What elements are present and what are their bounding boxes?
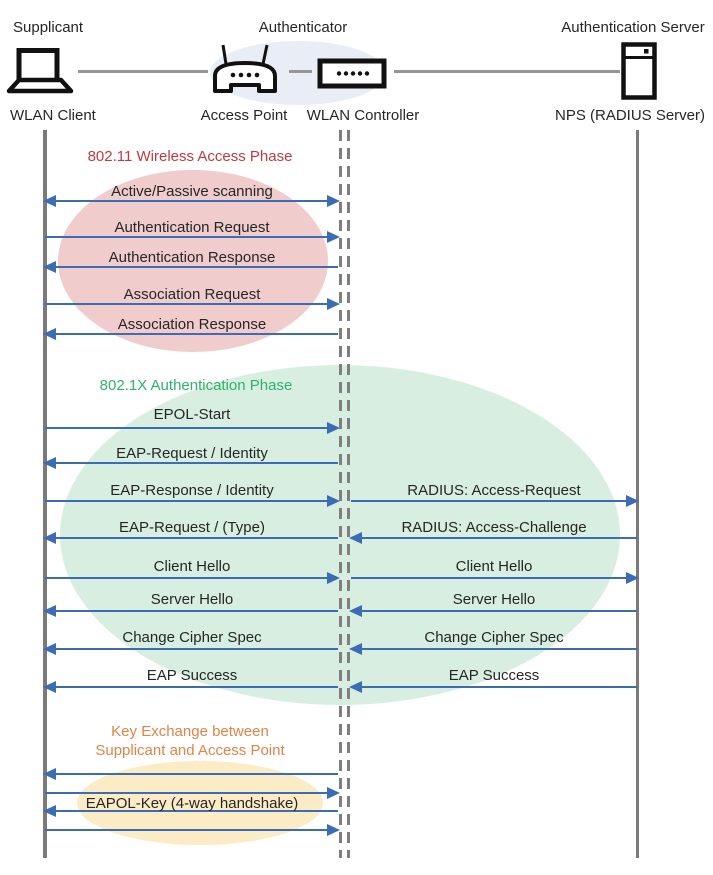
message-label-right-12: EAP Success [448,667,540,684]
message-label-left-1: Authentication Request [114,219,270,236]
arrowhead-right-icon [327,495,340,507]
lifeline-authenticator-right [347,130,350,858]
message-arrow-left-11-left [45,648,338,650]
message-label-right-8: RADIUS: Access-Challenge [401,519,587,536]
connector-controller-to-server [394,70,620,73]
arrowhead-right-icon [327,787,340,799]
message-label-left-8: EAP-Request / (Type) [119,519,265,536]
arrowhead-left-icon [43,532,56,544]
arrowhead-right-icon [327,231,340,243]
device-nps-radius-server: NPS (RADIUS Server) [554,107,706,124]
arrowhead-left-icon [43,681,56,693]
message-arrow-left-4-left [45,333,338,335]
message-arrow-left-16-right [45,829,338,831]
access-point-icon [206,42,286,94]
message-arrow-left-14-right [45,792,338,794]
message-label-right-9: Client Hello [455,558,533,575]
message-arrow-left-13-left [45,773,338,775]
role-supplicant: Supplicant [13,19,84,36]
wlan-controller-icon [317,58,387,89]
phase-key-exchange-title-line1: Key Exchange between [111,723,269,740]
arrowhead-right-icon [327,195,340,207]
arrowhead-right-icon [327,572,340,584]
arrowhead-right-icon [327,824,340,836]
message-label-left-3: Association Request [123,286,261,303]
arrowhead-right-icon [626,495,639,507]
message-arrow-left-7-right [45,500,338,502]
arrowhead-right-icon [327,422,340,434]
phase-key-exchange-title-line2: Supplicant and Access Point [95,742,285,759]
message-label-left-0: Active/Passive scanning [111,183,273,200]
arrowhead-left-icon [349,532,362,544]
message-label-right-7: RADIUS: Access-Request [407,482,581,499]
laptop-icon [6,48,74,96]
message-arrow-right-12-left [351,686,637,688]
message-arrow-left-1-right [45,236,338,238]
connector-ap-to-controller [289,70,312,73]
role-authenticator: Authenticator [258,19,348,36]
message-arrow-left-8-left [45,537,338,539]
lifeline-radius-server [636,130,639,858]
arrowhead-left-icon [43,605,56,617]
server-icon [621,42,657,100]
arrowhead-right-icon [327,298,340,310]
arrowhead-left-icon [43,805,56,817]
message-arrow-right-8-left [351,537,637,539]
arrowhead-left-icon [349,605,362,617]
arrowhead-left-icon [43,643,56,655]
message-arrow-left-6-left [45,462,338,464]
arrowhead-left-icon [43,261,56,273]
arrowhead-left-icon [43,195,56,207]
connector-client-to-ap [78,70,208,73]
phase-key-exchange-title [95,722,284,760]
arrowhead-right-icon [626,572,639,584]
phase-8021x-title: 802.1X Authentication Phase [99,377,293,394]
message-label-left-9: Client Hello [153,558,231,575]
arrowhead-left-icon [349,643,362,655]
message-label-left-12: EAP Success [146,667,238,684]
message-arrow-right-10-left [351,610,637,612]
message-label-left-4: Association Response [117,316,267,333]
message-label-left-15: EAPOL-Key (4-way handshake) [85,795,299,812]
message-arrow-left-5-right [45,427,338,429]
lifeline-wlan-client [43,130,47,858]
arrowhead-left-icon [349,681,362,693]
arrowhead-left-icon [43,457,56,469]
device-access-point: Access Point [200,107,288,124]
message-arrow-right-7-right [351,500,637,502]
message-arrow-left-0-both [45,200,338,202]
phase-80211-title: 802.11 Wireless Access Phase [87,148,293,165]
message-arrow-right-11-left [351,648,637,650]
message-label-left-6: EAP-Request / Identity [116,445,268,462]
device-wlan-client: WLAN Client [10,107,96,124]
message-arrow-left-12-left [45,686,338,688]
message-arrow-left-9-right [45,577,338,579]
message-label-left-2: Authentication Response [108,249,276,266]
message-label-left-11: Change Cipher Spec [122,629,262,646]
arrowhead-left-icon [43,328,56,340]
message-arrow-left-3-right [45,303,338,305]
message-label-right-11: Change Cipher Spec [424,629,564,646]
device-wlan-controller: WLAN Controller [306,107,420,124]
message-label-right-10: Server Hello [452,591,536,608]
message-label-left-10: Server Hello [150,591,234,608]
message-arrow-right-9-right [351,577,637,579]
role-authentication-server: Authentication Server [561,19,705,36]
arrowhead-left-icon [43,768,56,780]
message-arrow-left-2-left [45,266,338,268]
message-label-left-7: EAP-Response / Identity [110,482,274,499]
message-label-left-5: EPOL-Start [153,406,231,423]
message-arrow-left-10-left [45,610,338,612]
